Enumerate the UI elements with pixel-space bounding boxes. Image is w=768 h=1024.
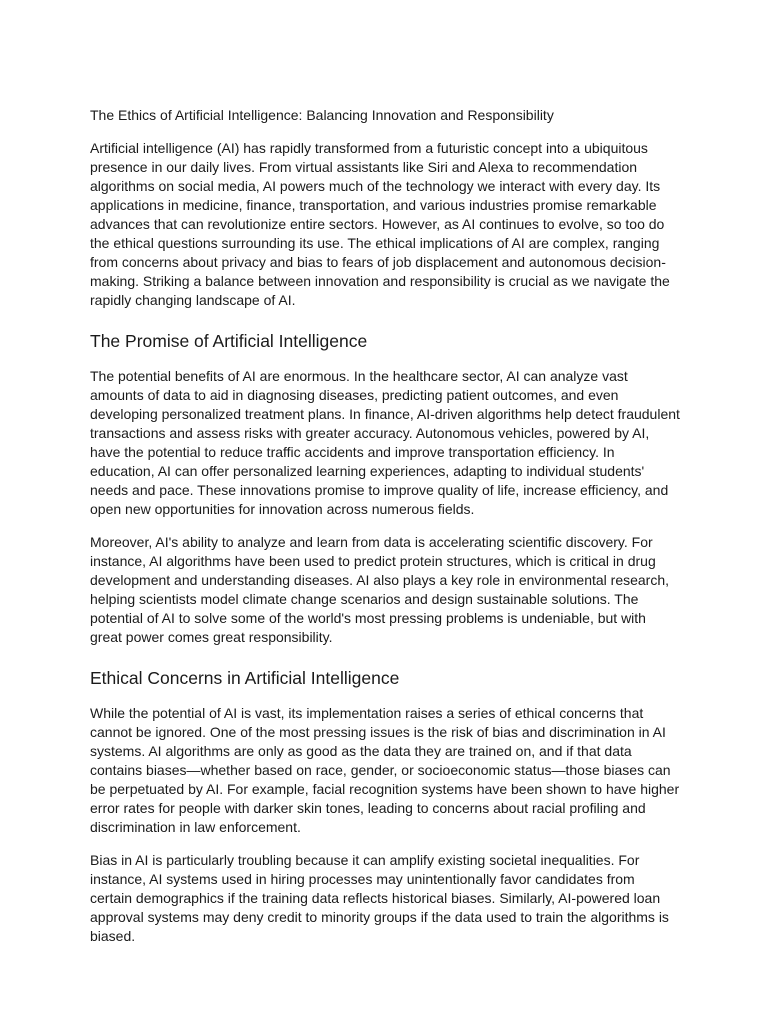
- document-page: [90, 106, 680, 960]
- paragraph: The potential benefits of AI are enormous. In the healthcare sector, AI can analyze vast amounts of data to aid in diagnosing diseases, predicting patient outcomes, and even developing personalized treatment plans. In finance, AI-driven algorithms help detect fraudulent transactions and assess risks with greater accuracy. Autonomous vehicles, powered by AI, have the potential to reduce traffic accidents and improve transportation efficiency. In education, AI can offer personalized learning experiences, adapting to individual students' needs and pace. These innovations promise to improve quality of life, increase efficiency, and open new opportunities for innovation across numerous fields.: [90, 368, 680, 517]
- paragraph: Moreover, AI's ability to analyze and learn from data is accelerating scientific discovery. For instance, AI algorithms have been used to predict protein structures, which is critical in drug development and understanding diseases. AI also plays a key role in environmental research, helping scientists model climate change scenarios and design sustainable solutions. The potential of AI to solve some of the world's most pressing problems is undeniable, but with great power comes great responsibility.: [90, 534, 670, 645]
- paragraph: While the potential of AI is vast, its implementation raises a series of ethical concerns that cannot be ignored. One of the most pressing issues is the risk of bias and discrimination in AI systems. AI algorithms are only as good as the data they are trained on, and if that data contains biases—whether based on race, gender, or socioeconomic status—those biases can be perpetuated by AI. For example, facial recognition systems have been shown to have higher error rates for people with darker skin tones, leading to concerns about racial profiling and discrimination in law enforcement.: [90, 705, 680, 835]
- document-title: The Ethics of Artificial Intelligence: Balancing Innovation and Responsibility: [90, 107, 554, 123]
- paragraph: Bias in AI is particularly troubling because it can amplify existing societal inequalities. For instance, AI systems used in hiring processes may unintentionally favor candidates from certain demographics if the training data reflects historical biases. Similarly, AI-powered loan approval systems may deny credit to minority groups if the data used to train the algorithms is biased.: [90, 852, 669, 944]
- intro-paragraph: Artificial intelligence (AI) has rapidly transformed from a futuristic concept into a ubiquitous presence in our daily lives. From virtual assistants like Siri and Alexa to recommendation algorithms on social media, AI powers much of the technology we interact with every day. Its applications in medicine, finance, transportation, and various industries promise remarkable advances that can revolutionize entire sectors. However, as AI continues to evolve, so too do the ethical questions surrounding its use. The ethical implications of AI are complex, ranging from concerns about privacy and bias to fears of job displacement and autonomous decision-making. Striking a balance between innovation and responsibility is crucial as we navigate the rapidly changing landscape of AI.: [90, 140, 670, 308]
- section-heading-ethical-concerns: Ethical Concerns in Artificial Intelligence: [90, 668, 400, 688]
- section-heading-promise: The Promise of Artificial Intelligence: [90, 331, 368, 351]
